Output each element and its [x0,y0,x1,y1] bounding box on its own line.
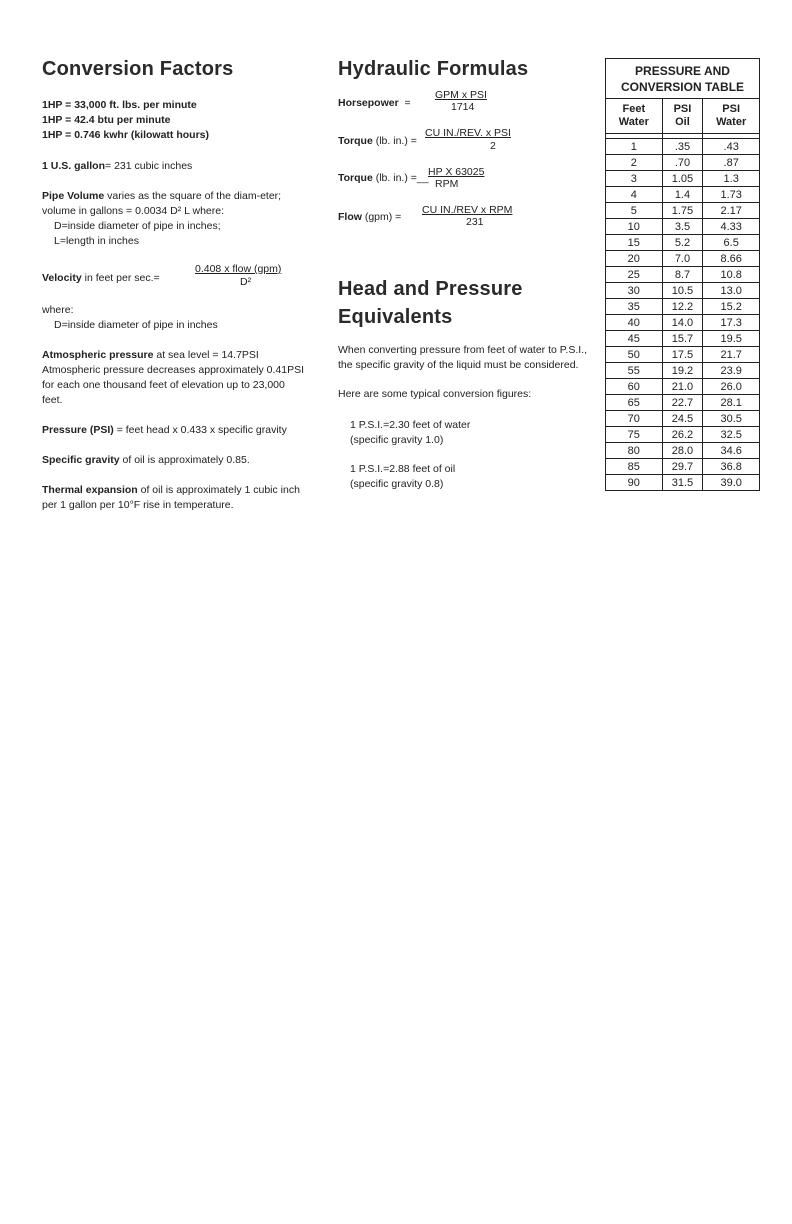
pipe-volume-fact: Pipe Volume varies as the square of the diam-eter; volume in gallons = 0.0034 D² L where: [42,190,282,217]
table-row [606,171,760,187]
where-label: where: [42,304,74,316]
cell-feet-water: 5 [606,203,663,219]
cell-psi-water: 17.3 [703,315,760,331]
cell-psi-oil: 1.4 [662,187,703,203]
cell-feet-water: 20 [606,251,663,267]
cell-feet-water: 25 [606,267,663,283]
col-header-psi-oil: PSI Oil [662,99,703,134]
velocity-denominator: D² [240,276,252,288]
cell-feet-water: 85 [606,459,663,475]
cell-psi-water: .43 [703,139,760,155]
torque2-denominator: RPM [435,178,459,190]
cell-psi-oil: 15.7 [662,331,703,347]
table-row [606,411,760,427]
velocity-formula: Velocity in feet per sec.= 0.408 x flow (gpm) D² [42,263,282,288]
cell-psi-water: 19.5 [703,331,760,347]
cell-psi-oil: 5.2 [662,235,703,251]
torque1-denominator: 2 [490,140,496,152]
pipe-l-def: L=length in inches [54,235,139,247]
col-header-feet-water: Feet Water [606,99,663,134]
cell-psi-oil: 1.05 [662,171,703,187]
cell-psi-water: 36.8 [703,459,760,475]
cell-psi-water: 1.73 [703,187,760,203]
torque1-label: Torque (lb. in.) = [338,135,417,147]
cell-feet-water: 80 [606,443,663,459]
velocity-numerator: 0.408 x flow (gpm) [195,263,282,275]
cell-feet-water: 1 [606,139,663,155]
cell-feet-water: 30 [606,283,663,299]
torque2-label: Torque (lb. in.) =__ [338,172,429,184]
cell-psi-water: 32.5 [703,427,760,443]
cell-feet-water: 4 [606,187,663,203]
cell-feet-water: 3 [606,171,663,187]
cell-feet-water: 90 [606,475,663,491]
cell-psi-water: 2.17 [703,203,760,219]
pressure-psi-fact: Pressure (PSI) = feet head x 0.433 x specific gravity [42,424,287,436]
table-row [606,331,760,347]
table-row [606,139,760,155]
cell-psi-oil: 10.5 [662,283,703,299]
example-water-line2: (specific gravity 1.0) [350,434,444,446]
hydraulic-formulas [338,81,600,231]
cell-feet-water: 70 [606,411,663,427]
cell-psi-water: 26.0 [703,379,760,395]
cell-psi-water: 34.6 [703,443,760,459]
table-row [606,283,760,299]
table-row [606,235,760,251]
gallon-fact: 1 U.S. gallon= 231 cubic inches [42,160,193,172]
cell-psi-water: 15.2 [703,299,760,315]
cell-psi-water: 8.66 [703,251,760,267]
table-row [606,155,760,171]
cell-feet-water: 2 [606,155,663,171]
cell-feet-water: 60 [606,379,663,395]
pressure-conversion-table [605,58,760,491]
cell-psi-water: 39.0 [703,475,760,491]
cell-feet-water: 35 [606,299,663,315]
table-row [606,251,760,267]
cell-psi-water: 21.7 [703,347,760,363]
table-title: PRESSURE AND CONVERSION TABLE [606,59,760,99]
table-row [606,203,760,219]
cell-psi-oil: 19.2 [662,363,703,379]
cell-feet-water: 65 [606,395,663,411]
table-row [606,315,760,331]
cell-psi-water: 6.5 [703,235,760,251]
table-row [606,459,760,475]
cell-psi-oil: 7.0 [662,251,703,267]
cell-psi-oil: 21.0 [662,379,703,395]
cell-psi-oil: 31.5 [662,475,703,491]
cell-feet-water: 45 [606,331,663,347]
table-row [606,443,760,459]
cell-feet-water: 75 [606,427,663,443]
cell-psi-oil: 28.0 [662,443,703,459]
table-row [606,267,760,283]
cell-psi-water: 30.5 [703,411,760,427]
cell-feet-water: 55 [606,363,663,379]
conversion-factors-section [42,58,307,513]
example-oil-line2: (specific gravity 0.8) [350,478,444,490]
pipe-d-def: D=inside diameter of pipe in inches; [54,220,221,232]
col-header-psi-water: PSI Water [703,99,760,134]
cell-psi-oil: .70 [662,155,703,171]
table-row [606,475,760,491]
cell-psi-oil: 22.7 [662,395,703,411]
cell-psi-water: 23.9 [703,363,760,379]
cell-feet-water: 40 [606,315,663,331]
cell-psi-water: 1.3 [703,171,760,187]
cell-psi-oil: 1.75 [662,203,703,219]
example-oil-line1: 1 P.S.I.=2.88 feet of oil [350,463,456,475]
cell-feet-water: 15 [606,235,663,251]
cell-psi-oil: 24.5 [662,411,703,427]
table-body [606,134,760,491]
thermal-expansion-fact: Thermal expansion of oil is approximately 1 cubic inch per 1 gallon per 10°F rise in temperature. [42,484,300,511]
conversion-factors-title: Conversion Factors [42,58,234,80]
horsepower-numerator: GPM x PSI [435,89,487,101]
where-d-def: D=inside diameter of pipe in inches [54,319,218,331]
cell-psi-oil: 3.5 [662,219,703,235]
example-water-line1: 1 P.S.I.=2.30 feet of water [350,419,471,431]
table-row [606,427,760,443]
horsepower-label: Horsepower = [338,97,411,109]
cell-psi-water: 28.1 [703,395,760,411]
head-pressure-intro: When converting pressure from feet of water to P.S.I., the specific gravity of the liquid must be considered. [338,344,588,371]
atmospheric-pressure-fact: Atmospheric pressure at sea level = 14.7PSI Atmospheric pressure decreases approximately 0.41PSI for each one thousand feet of elevation up to 23,000 feet. [42,349,305,406]
hydraulic-formulas-title: Hydraulic Formulas [338,58,529,80]
table-row [606,219,760,235]
cell-psi-water: .87 [703,155,760,171]
table-row [606,187,760,203]
cell-psi-water: 13.0 [703,283,760,299]
cell-psi-water: 10.8 [703,267,760,283]
cell-feet-water: 10 [606,219,663,235]
specific-gravity-fact: Specific gravity of oil is approximately 0.85. [42,454,250,466]
table-row [606,299,760,315]
cell-psi-oil: 26.2 [662,427,703,443]
hp-ftlbs: 1HP = 33,000 ft. lbs. per minute [42,99,197,111]
flow-denominator: 231 [466,216,484,228]
hp-btu: 1HP = 42.4 btu per minute [42,114,171,126]
cell-psi-oil: 17.5 [662,347,703,363]
flow-numerator: CU IN./REV x RPM [422,204,513,216]
table-row [606,347,760,363]
cell-psi-oil: 14.0 [662,315,703,331]
table-row [606,379,760,395]
head-pressure-title: Head and Pressure Equivalents [338,278,523,328]
hp-kwhr: 1HP = 0.746 kwhr (kilowatt hours) [42,129,209,141]
cell-psi-oil: 8.7 [662,267,703,283]
table-row [606,363,760,379]
cell-psi-water: 4.33 [703,219,760,235]
cell-psi-oil: .35 [662,139,703,155]
hydraulic-formulas-section [338,58,600,492]
table-row [606,395,760,411]
cell-psi-oil: 12.2 [662,299,703,315]
cell-feet-water: 50 [606,347,663,363]
cell-psi-oil: 29.7 [662,459,703,475]
horsepower-denominator: 1714 [451,101,475,113]
torque1-numerator: CU IN./REV. x PSI [425,127,511,139]
torque2-numerator: HP X 63025 [428,166,485,178]
flow-label: Flow (gpm) = [338,211,402,223]
typical-figures-label: Here are some typical conversion figures: [338,388,532,400]
